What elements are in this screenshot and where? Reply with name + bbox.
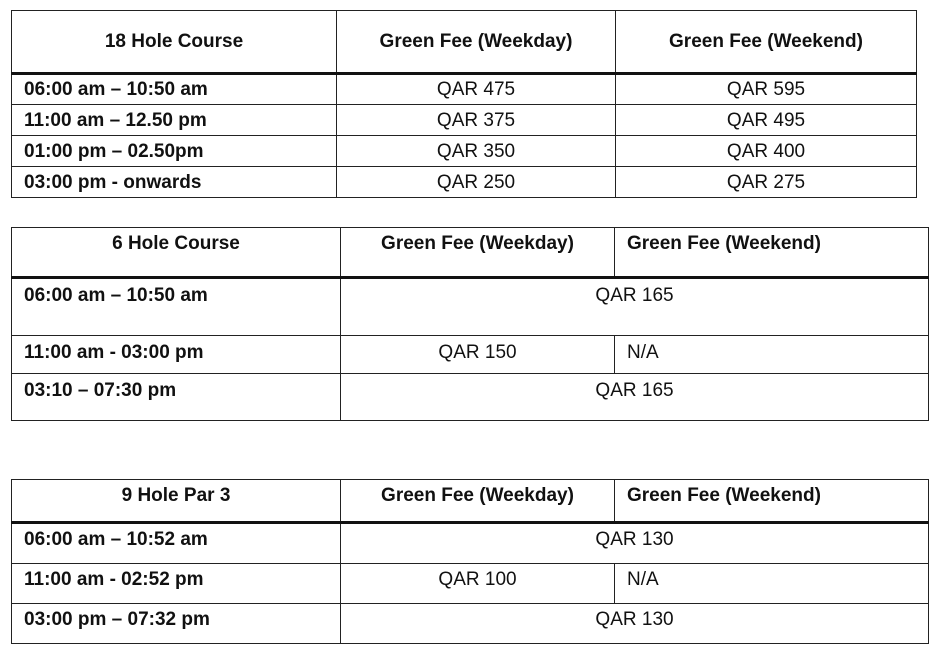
table-header-row xyxy=(12,480,929,523)
header-course: 18 Hole Course xyxy=(12,11,337,74)
table-row xyxy=(12,374,929,421)
time-slot: 11:00 am – 12.50 pm xyxy=(12,105,337,136)
table-header-row xyxy=(12,11,917,74)
time-slot: 03:00 pm – 07:32 pm xyxy=(12,604,341,644)
combined-fee: QAR 165 xyxy=(341,278,929,336)
weekday-fee: QAR 250 xyxy=(337,167,616,198)
weekend-fee: N/A xyxy=(615,564,929,604)
table-row xyxy=(12,167,917,198)
table-header-row xyxy=(12,228,929,278)
table-9-hole-par-3 xyxy=(11,479,929,644)
weekday-fee: QAR 350 xyxy=(337,136,616,167)
time-slot: 06:00 am – 10:52 am xyxy=(12,523,341,564)
weekday-fee: QAR 375 xyxy=(337,105,616,136)
header-weekday: Green Fee (Weekday) xyxy=(341,228,615,278)
weekend-fee: QAR 495 xyxy=(616,105,917,136)
time-slot: 03:00 pm - onwards xyxy=(12,167,337,198)
header-weekday: Green Fee (Weekday) xyxy=(341,480,615,523)
table-row xyxy=(12,523,929,564)
table-row xyxy=(12,564,929,604)
header-weekend: Green Fee (Weekend) xyxy=(615,228,929,278)
time-slot: 01:00 pm – 02.50pm xyxy=(12,136,337,167)
table-18-hole-course xyxy=(11,10,917,198)
header-weekday: Green Fee (Weekday) xyxy=(337,11,616,74)
header-weekend: Green Fee (Weekend) xyxy=(616,11,917,74)
table-row xyxy=(12,604,929,644)
time-slot: 06:00 am – 10:50 am xyxy=(12,278,341,336)
table-row xyxy=(12,74,917,105)
combined-fee: QAR 165 xyxy=(341,374,929,421)
time-slot: 03:10 – 07:30 pm xyxy=(12,374,341,421)
weekday-fee: QAR 475 xyxy=(337,74,616,105)
table-6-hole-course xyxy=(11,227,929,421)
table-row xyxy=(12,105,917,136)
combined-fee: QAR 130 xyxy=(341,523,929,564)
weekend-fee: QAR 275 xyxy=(616,167,917,198)
header-course: 9 Hole Par 3 xyxy=(12,480,341,523)
header-course: 6 Hole Course xyxy=(12,228,341,278)
combined-fee: QAR 130 xyxy=(341,604,929,644)
time-slot: 06:00 am – 10:50 am xyxy=(12,74,337,105)
time-slot: 11:00 am - 02:52 pm xyxy=(12,564,341,604)
weekend-fee: N/A xyxy=(615,336,929,374)
time-slot: 11:00 am - 03:00 pm xyxy=(12,336,341,374)
weekend-fee: QAR 400 xyxy=(616,136,917,167)
table-row xyxy=(12,136,917,167)
weekend-fee: QAR 595 xyxy=(616,74,917,105)
weekday-fee: QAR 100 xyxy=(341,564,615,604)
header-weekend: Green Fee (Weekend) xyxy=(615,480,929,523)
table-row xyxy=(12,278,929,336)
weekday-fee: QAR 150 xyxy=(341,336,615,374)
table-row xyxy=(12,336,929,374)
